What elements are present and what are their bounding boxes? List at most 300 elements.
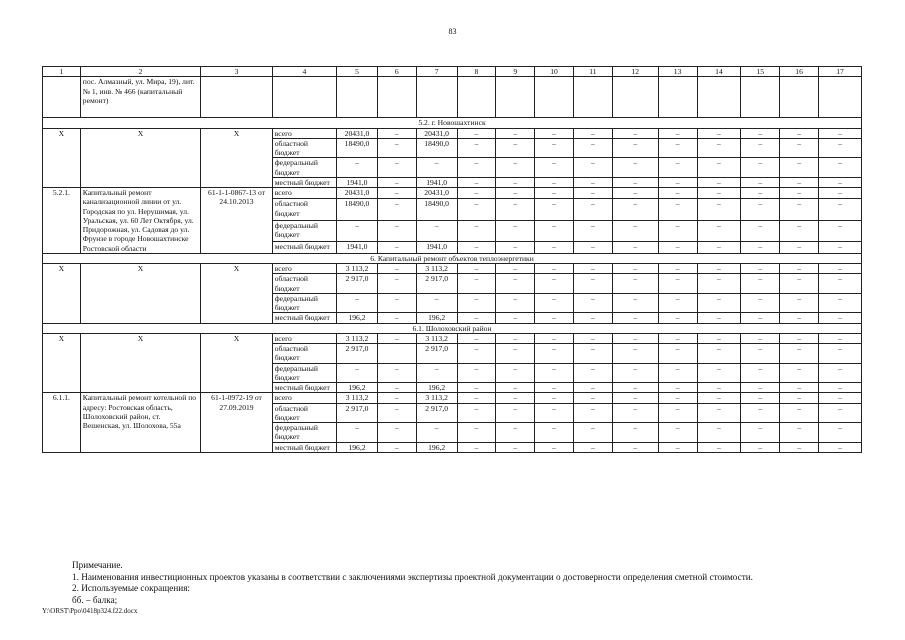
empty-value: – — [496, 177, 535, 187]
amount-value: – — [337, 293, 378, 313]
amount-value: 20431,0 — [337, 128, 378, 138]
empty-value: – — [612, 220, 658, 242]
empty-value: – — [612, 158, 658, 178]
empty-value: – — [658, 188, 697, 199]
empty-value: – — [819, 274, 862, 294]
table-row — [43, 393, 862, 403]
empty-value: – — [573, 403, 612, 423]
amount-value — [377, 344, 416, 364]
amount-value: 3 113,2 — [416, 333, 457, 343]
empty-value: – — [612, 188, 658, 199]
empty-value: – — [697, 333, 741, 343]
amount-value: – — [377, 333, 416, 343]
empty-value: – — [658, 220, 697, 242]
section-row — [43, 118, 862, 128]
amount-value: – — [377, 199, 416, 221]
empty-value: – — [819, 264, 862, 274]
empty-value: – — [535, 383, 574, 393]
x-mark: X — [80, 333, 201, 393]
amount-value: – — [416, 158, 457, 178]
row-number: 5.2.1. — [43, 188, 81, 254]
empty-value: – — [457, 363, 496, 383]
amount-value: – — [377, 242, 416, 253]
table-row — [43, 188, 862, 199]
empty-value: – — [780, 333, 819, 343]
empty-value: – — [658, 383, 697, 393]
empty-value: – — [819, 199, 862, 221]
table-cell — [697, 77, 741, 118]
project-name: пос. Алмазный, ул. Мира, 19), лит. № 1, инв. № 466 (капитальный ремонт) — [80, 77, 201, 118]
empty-value: – — [819, 128, 862, 138]
empty-value: – — [573, 293, 612, 313]
table-row — [43, 128, 862, 138]
column-number: 8 — [457, 67, 496, 77]
amount-value: – — [416, 293, 457, 313]
column-number: 10 — [535, 67, 574, 77]
notes-line-2: 2. Используемые сокращения: — [72, 583, 190, 593]
empty-value: – — [612, 177, 658, 187]
empty-value: – — [780, 393, 819, 403]
budget-label: федеральный бюджет — [272, 158, 336, 178]
empty-value: – — [819, 158, 862, 178]
amount-value: – — [377, 188, 416, 199]
empty-value: – — [573, 274, 612, 294]
empty-value: – — [658, 128, 697, 138]
empty-value: – — [573, 188, 612, 199]
empty-value: – — [697, 199, 741, 221]
project-name: Капитальный ремонт котельной по адресу: Ростовская область, Шолоховский район, ст. Вешенская, ул. Шолохова, 55а — [80, 393, 201, 453]
empty-value: – — [697, 393, 741, 403]
x-mark: X — [201, 333, 272, 393]
amount-value: 3 113,2 — [337, 333, 378, 343]
empty-value: – — [741, 403, 780, 423]
empty-value: – — [573, 442, 612, 452]
empty-value: – — [780, 363, 819, 383]
empty-value: – — [612, 242, 658, 253]
column-number: 15 — [741, 67, 780, 77]
empty-value: – — [780, 423, 819, 443]
amount-value: – — [377, 158, 416, 178]
budget-label: областной бюджет — [272, 403, 336, 423]
empty-value: – — [819, 393, 862, 403]
amount-value: – — [377, 220, 416, 242]
empty-value: – — [741, 363, 780, 383]
empty-value: – — [819, 177, 862, 187]
empty-value: – — [612, 293, 658, 313]
empty-value: – — [658, 274, 697, 294]
empty-value: – — [457, 242, 496, 253]
budget-label: федеральный бюджет — [272, 423, 336, 443]
column-number: 9 — [496, 67, 535, 77]
amount-value: – — [377, 177, 416, 187]
empty-value: – — [496, 344, 535, 364]
empty-value: – — [496, 138, 535, 158]
empty-value: – — [780, 344, 819, 364]
column-number: 12 — [612, 67, 658, 77]
empty-value: – — [612, 344, 658, 364]
empty-value: – — [612, 199, 658, 221]
table-cell — [272, 77, 336, 118]
empty-value: – — [535, 442, 574, 452]
empty-value: – — [697, 274, 741, 294]
empty-value: – — [741, 220, 780, 242]
empty-value: – — [573, 344, 612, 364]
empty-value: – — [496, 220, 535, 242]
empty-value: – — [697, 383, 741, 393]
empty-value: – — [658, 138, 697, 158]
empty-value: – — [535, 344, 574, 364]
column-number: 2 — [80, 67, 201, 77]
budget-label: местный бюджет — [272, 442, 336, 452]
amount-value: 2 917,0 — [416, 274, 457, 294]
amount-value: – — [377, 293, 416, 313]
budget-label: всего — [272, 264, 336, 274]
x-mark: X — [201, 264, 272, 324]
empty-value: – — [612, 264, 658, 274]
empty-value: – — [780, 199, 819, 221]
column-number: 16 — [780, 67, 819, 77]
column-number: 13 — [658, 67, 697, 77]
empty-value: – — [535, 220, 574, 242]
empty-value: – — [457, 188, 496, 199]
amount-value: – — [377, 274, 416, 294]
empty-value: – — [612, 138, 658, 158]
x-mark: X — [43, 333, 81, 393]
empty-value: – — [697, 293, 741, 313]
amount-value: 2 917,0 — [416, 344, 457, 364]
empty-value: – — [496, 293, 535, 313]
empty-value: – — [573, 423, 612, 443]
amount-value: 2 917,0 — [337, 274, 378, 294]
empty-value: – — [697, 188, 741, 199]
empty-value: – — [457, 220, 496, 242]
empty-value: – — [819, 403, 862, 423]
empty-value: – — [780, 313, 819, 323]
empty-value: – — [535, 128, 574, 138]
column-number: 6 — [377, 67, 416, 77]
amount-value: – — [377, 393, 416, 403]
empty-value: – — [658, 403, 697, 423]
empty-value: – — [535, 264, 574, 274]
empty-value: – — [741, 423, 780, 443]
empty-value: – — [819, 442, 862, 452]
empty-value: – — [457, 293, 496, 313]
empty-value: – — [535, 138, 574, 158]
empty-value: – — [741, 242, 780, 253]
x-mark: X — [80, 264, 201, 324]
empty-value: – — [535, 363, 574, 383]
empty-value: – — [612, 393, 658, 403]
empty-value: – — [535, 293, 574, 313]
empty-value: – — [658, 393, 697, 403]
empty-value: – — [457, 128, 496, 138]
amount-value: – — [416, 220, 457, 242]
amount-value: 196,2 — [416, 383, 457, 393]
empty-value: – — [658, 442, 697, 452]
empty-value: – — [741, 264, 780, 274]
empty-value: – — [457, 333, 496, 343]
notes-line-1: 1. Наименования инвестиционных проектов указаны в соответствии с заключениями экспертизы проектной документации о достоверности определения сметной стоимости. — [72, 571, 753, 582]
table-header-row — [43, 67, 862, 77]
empty-value: – — [496, 313, 535, 323]
x-mark: X — [80, 128, 201, 188]
empty-value: – — [741, 177, 780, 187]
amount-value: 196,2 — [416, 313, 457, 323]
empty-value: – — [535, 199, 574, 221]
amount-value: – — [377, 442, 416, 452]
empty-value: – — [741, 128, 780, 138]
empty-value: – — [496, 442, 535, 452]
amount-value: 196,2 — [337, 383, 378, 393]
budget-label: федеральный бюджет — [272, 220, 336, 242]
amount-value: – — [337, 220, 378, 242]
empty-value: – — [496, 158, 535, 178]
amount-value: – — [337, 363, 378, 383]
empty-value: – — [658, 363, 697, 383]
empty-value: – — [819, 220, 862, 242]
page-number: 83 — [448, 27, 457, 36]
amount-value: 20431,0 — [416, 128, 457, 138]
empty-value: – — [457, 138, 496, 158]
empty-value: – — [573, 242, 612, 253]
empty-value: – — [697, 264, 741, 274]
amount-value: 2 917,0 — [416, 403, 457, 423]
table-cell — [612, 77, 658, 118]
investment-projects-table — [42, 66, 862, 453]
empty-value: – — [573, 313, 612, 323]
table-cell — [573, 77, 612, 118]
empty-value: – — [573, 264, 612, 274]
amount-value: 18490,0 — [416, 138, 457, 158]
empty-value: – — [612, 363, 658, 383]
empty-value: – — [741, 313, 780, 323]
empty-value: – — [573, 199, 612, 221]
section-title: 6. Капитальный ремонт объектов теплоэнергетики — [43, 253, 862, 263]
empty-value: – — [535, 158, 574, 178]
table-row — [43, 333, 862, 343]
amount-value: 3 113,2 — [416, 264, 457, 274]
table-cell — [658, 77, 697, 118]
column-number: 11 — [573, 67, 612, 77]
empty-value: – — [658, 423, 697, 443]
project-name: Капитальный ремонт канализационной линии от ул. Городская по ул. Нерушимая, ул. Уральская, ул. 60 Лет Октября, ул. Придорожная, ул. Садовая до ул. Фрунзе в городе Новошахтинске Ростовской области — [80, 188, 201, 254]
empty-value: – — [612, 313, 658, 323]
empty-value: – — [780, 403, 819, 423]
budget-label: местный бюджет — [272, 313, 336, 323]
empty-value: – — [741, 393, 780, 403]
table-cell — [819, 77, 862, 118]
amount-value: 1941,0 — [416, 177, 457, 187]
amount-value: 3 113,2 — [337, 264, 378, 274]
amount-value: – — [377, 138, 416, 158]
empty-value: – — [496, 199, 535, 221]
empty-value: – — [535, 177, 574, 187]
empty-value: – — [741, 274, 780, 294]
empty-value: – — [819, 344, 862, 364]
empty-value: – — [457, 274, 496, 294]
empty-value: – — [697, 128, 741, 138]
empty-value: – — [457, 158, 496, 178]
column-number: 17 — [819, 67, 862, 77]
empty-value: – — [697, 442, 741, 452]
empty-value: – — [535, 403, 574, 423]
empty-value: – — [741, 158, 780, 178]
empty-value: – — [780, 442, 819, 452]
empty-value: – — [819, 293, 862, 313]
empty-value: – — [819, 242, 862, 253]
empty-value: – — [741, 138, 780, 158]
empty-value: – — [819, 138, 862, 158]
empty-value: – — [496, 383, 535, 393]
empty-value: – — [819, 188, 862, 199]
empty-value: – — [496, 393, 535, 403]
amount-value: 2 917,0 — [337, 344, 378, 364]
budget-label: федеральный бюджет — [272, 293, 336, 313]
empty-value: – — [780, 220, 819, 242]
empty-value: – — [457, 423, 496, 443]
empty-value: – — [741, 199, 780, 221]
budget-label: федеральный бюджет — [272, 363, 336, 383]
column-number: 5 — [337, 67, 378, 77]
empty-value: – — [697, 220, 741, 242]
amount-value: – — [377, 128, 416, 138]
empty-value: – — [697, 177, 741, 187]
section-row — [43, 323, 862, 333]
amount-value: 2 917,0 — [337, 403, 378, 423]
empty-value: – — [780, 138, 819, 158]
table-cell — [377, 77, 416, 118]
budget-label: всего — [272, 128, 336, 138]
empty-value: – — [697, 403, 741, 423]
empty-value: – — [573, 138, 612, 158]
empty-value: – — [780, 158, 819, 178]
empty-value: – — [496, 274, 535, 294]
table-cell — [337, 77, 378, 118]
amount-value: 196,2 — [416, 442, 457, 452]
empty-value: – — [457, 313, 496, 323]
budget-label: областной бюджет — [272, 138, 336, 158]
empty-value: – — [573, 158, 612, 178]
empty-value: – — [819, 333, 862, 343]
empty-value: – — [658, 293, 697, 313]
empty-value: – — [697, 242, 741, 253]
empty-value: – — [496, 128, 535, 138]
budget-label: местный бюджет — [272, 177, 336, 187]
empty-value: – — [697, 138, 741, 158]
empty-value: – — [780, 274, 819, 294]
empty-value: – — [741, 383, 780, 393]
section-row — [43, 253, 862, 263]
empty-value: – — [741, 333, 780, 343]
amount-value: – — [416, 363, 457, 383]
empty-value: – — [612, 403, 658, 423]
empty-value: – — [658, 333, 697, 343]
empty-value: – — [658, 158, 697, 178]
column-number: 1 — [43, 67, 81, 77]
notes-block — [72, 560, 753, 606]
empty-value: – — [535, 423, 574, 443]
empty-value: – — [697, 423, 741, 443]
empty-value: – — [457, 442, 496, 452]
column-number: 14 — [697, 67, 741, 77]
amount-value: – — [377, 313, 416, 323]
budget-label: областной бюджет — [272, 274, 336, 294]
empty-value: – — [780, 242, 819, 253]
table-cell — [416, 77, 457, 118]
empty-value: – — [780, 128, 819, 138]
empty-value: – — [573, 393, 612, 403]
budget-label: местный бюджет — [272, 383, 336, 393]
empty-value: – — [573, 383, 612, 393]
budget-label: всего — [272, 333, 336, 343]
amount-value: – — [337, 158, 378, 178]
empty-value: – — [612, 442, 658, 452]
amount-value: – — [377, 403, 416, 423]
empty-value: – — [697, 344, 741, 364]
empty-value: – — [658, 177, 697, 187]
empty-value: – — [496, 423, 535, 443]
amount-value: 3 113,2 — [416, 393, 457, 403]
row-number: 6.1.1. — [43, 393, 81, 453]
budget-label: местный бюджет — [272, 242, 336, 253]
empty-value: – — [535, 333, 574, 343]
empty-value: – — [819, 383, 862, 393]
x-mark: X — [43, 264, 81, 324]
empty-value: – — [741, 442, 780, 452]
expertise-ref: 61-1-0972-19 от 27.09.2019 — [201, 393, 272, 453]
empty-value: – — [573, 333, 612, 343]
empty-value: – — [780, 177, 819, 187]
empty-value: – — [457, 199, 496, 221]
budget-label: областной бюджет — [272, 199, 336, 221]
amount-value: 18490,0 — [337, 138, 378, 158]
file-path-footer: Y:\ORST\Ppo\0418p324.f22.docx — [42, 607, 138, 615]
empty-value: – — [457, 393, 496, 403]
table-cell — [741, 77, 780, 118]
amount-value: – — [377, 363, 416, 383]
empty-value: – — [658, 344, 697, 364]
empty-value: – — [457, 403, 496, 423]
empty-value: – — [697, 363, 741, 383]
amount-value: 196,2 — [337, 442, 378, 452]
empty-value: – — [496, 363, 535, 383]
section-title: 6.1. Шолоховский район — [43, 323, 862, 333]
empty-value: – — [457, 344, 496, 364]
empty-value: – — [612, 274, 658, 294]
empty-value: – — [496, 333, 535, 343]
table-cell — [535, 77, 574, 118]
table-cell — [780, 77, 819, 118]
amount-value: 1941,0 — [337, 242, 378, 253]
x-mark: X — [201, 128, 272, 188]
expertise-ref: 61-1-1-0867-13 от 24.10.2013 — [201, 188, 272, 254]
table-row — [43, 264, 862, 274]
notes-title: Примечание. — [72, 560, 123, 570]
table-cell — [43, 77, 81, 118]
empty-value: – — [457, 383, 496, 393]
empty-value: – — [612, 333, 658, 343]
amount-value: 3 113,2 — [337, 393, 378, 403]
column-number: 4 — [272, 67, 336, 77]
empty-value: – — [457, 264, 496, 274]
empty-value: – — [535, 313, 574, 323]
amount-value: – — [377, 264, 416, 274]
amount-value: 196,2 — [337, 313, 378, 323]
empty-value: – — [535, 188, 574, 199]
empty-value: – — [741, 344, 780, 364]
empty-value: – — [780, 264, 819, 274]
amount-value: 20431,0 — [337, 188, 378, 199]
